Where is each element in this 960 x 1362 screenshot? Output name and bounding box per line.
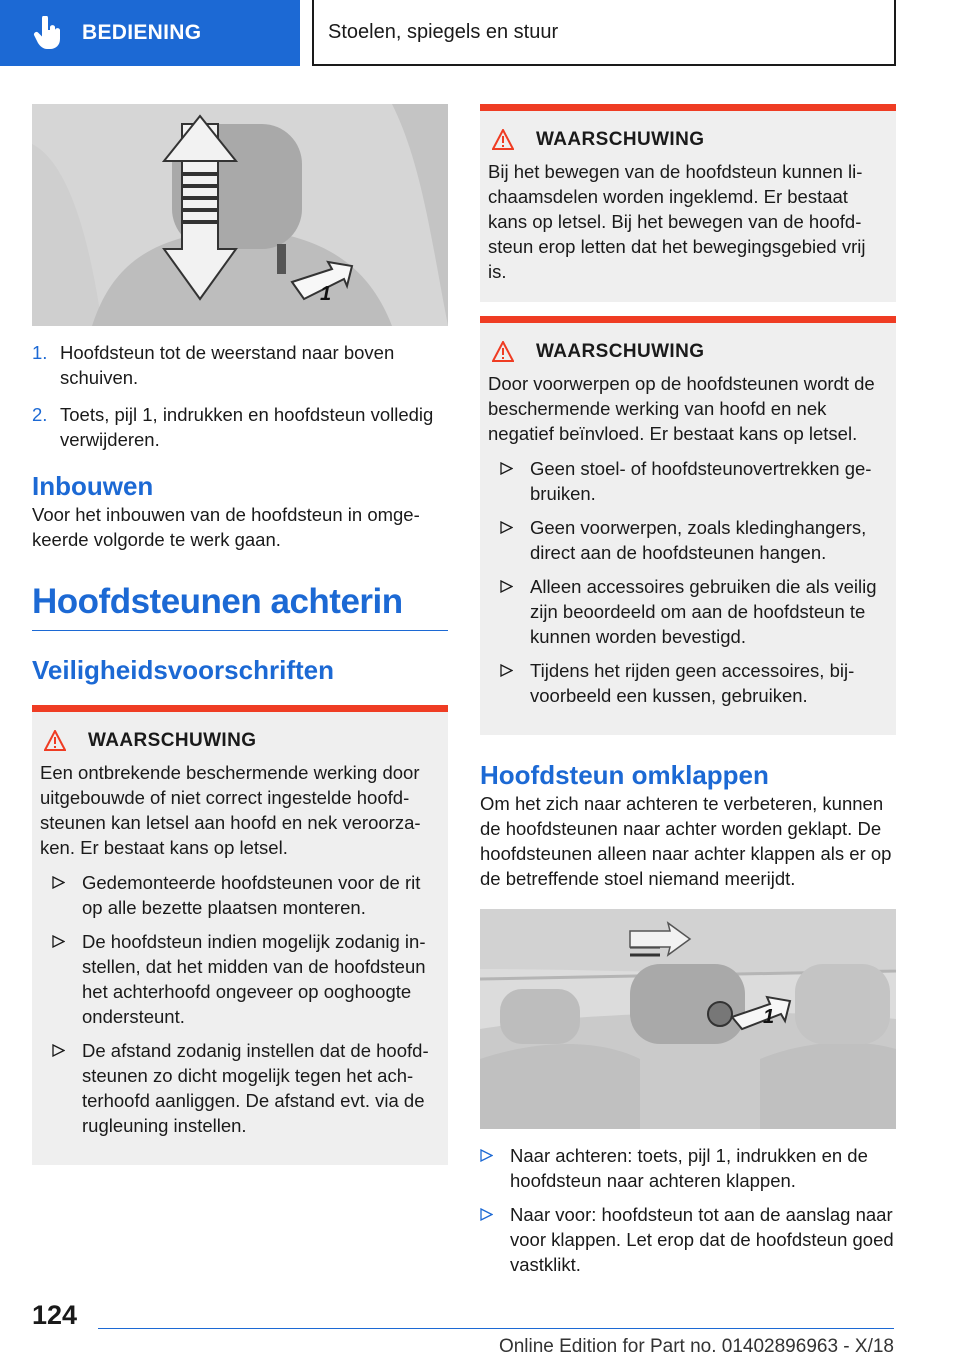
list-item: Gedemonteerde hoofdsteunen voor de rit op alle bezette plaatsen monteren.	[40, 870, 440, 920]
headrest-fold-illustration	[480, 909, 896, 1129]
edition-text: Online Edition for Part no. 01402896963 - X/18	[498, 1336, 894, 1357]
list-item: De hoofdsteun indien mogelijk zodanig instellen, dat het midden van de hoofdsteun het achterhoofd ongeveer op ooghoogte ondersteunt.	[40, 929, 440, 1029]
warning-box	[32, 705, 448, 1165]
list-item: Geen voorwerpen, zoals kledinghangers, direct aan de hoofdsteunen hangen.	[488, 515, 888, 565]
left-column	[32, 104, 448, 1165]
bullet-triangle-icon	[480, 1149, 493, 1162]
bullet-triangle-icon	[52, 935, 65, 948]
list-item: Alleen accessoires gebruiken die als veilig zijn beoordeeld om aan de hoofdsteun te kunnen worden bevestigd.	[488, 574, 888, 649]
bullet-triangle-icon	[52, 876, 65, 889]
removal-steps	[32, 340, 448, 452]
omklappen-heading: Hoofdsteun omklappen	[480, 760, 769, 790]
warning-box	[480, 104, 896, 302]
warning-box	[480, 316, 896, 735]
list-item: Geen stoel- of hoofdsteunovertrekken gebruiken.	[488, 456, 888, 506]
chapter-title: Stoelen, spiegels en stuur	[312, 0, 896, 66]
omklappen-text: Om het zich naar achteren te verbeteren, kunnen de hoofdsteunen naar achter worden geklapt. De hoofdsteunen alleen naar achter klappen als er op de betreffende stoel niemand meerijdt.	[480, 793, 892, 889]
inbouwen-heading: Inbouwen	[32, 471, 154, 501]
footer-divider	[98, 1328, 894, 1329]
bullet-triangle-icon	[480, 1208, 493, 1221]
header-section-tab[interactable]	[0, 0, 300, 66]
bullet-triangle-icon	[500, 580, 513, 593]
list-item: 2. Toets, pijl 1, indrukken en hoofdsteun volledig verwijderen.	[32, 404, 434, 450]
figure-callout-number: 1	[320, 283, 332, 305]
page-number: 124	[32, 1300, 78, 1330]
warning-triangle-icon	[44, 730, 66, 752]
warning-title: WAARSCHUWING	[536, 129, 705, 150]
inbouwen-text: Voor het inbouwen van de hoofdsteun in omgekeerde volgorde te werk gaan.	[32, 504, 420, 550]
warning-triangle-icon	[492, 129, 514, 151]
headrest-removal-illustration	[32, 104, 448, 326]
hand-pointer-icon	[28, 13, 68, 53]
list-item: 1. Hoofdsteun tot de weerstand naar boven schuiven.	[32, 342, 395, 388]
list-item: Tijdens het rijden geen accessoires, bijvoorbeeld een kussen, gebruiken.	[488, 658, 888, 708]
section-label: BEDIENING	[82, 21, 202, 44]
list-item: De afstand zodanig instellen dat de hoofdsteunen zo dicht mogelijk tegen het achterhoofd aanliggen. De afstand evt. via de rugleuning instellen.	[40, 1038, 440, 1138]
warning-text: Bij het bewegen van de hoofdsteun kunnen lichaamsdelen worden ingeklemd. Er bestaat kans op letsel. Bij het bewegen van de hoofdsteun erop letten dat het bewegingsgebied vrij is.	[488, 161, 866, 282]
safety-heading: Veiligheidsvoorschriften	[32, 655, 334, 685]
right-column	[480, 104, 896, 1286]
bullet-triangle-icon	[500, 462, 513, 475]
bullet-triangle-icon	[52, 1044, 65, 1057]
warning-triangle-icon	[492, 341, 514, 363]
warning-text: Een ontbrekende beschermende werking door uitgebouwde of niet correct ingestelde hoofdsteunen kan letsel aan hoofd en nek veroorzaken. Er bestaat kans op letsel.	[40, 762, 421, 858]
warning-title: WAARSCHUWING	[536, 341, 705, 362]
list-item: Naar achteren: toets, pijl 1, indrukken en de hoofdsteun naar achteren klappen.	[480, 1143, 896, 1193]
page-section-title: Hoofdsteunen achterin	[32, 582, 448, 631]
bullet-triangle-icon	[500, 664, 513, 677]
figure-callout-number: 1	[763, 1006, 775, 1028]
warning-title: WAARSCHUWING	[88, 730, 257, 751]
warning-text: Door voorwerpen op de hoofdsteunen wordt de beschermende werking van hoofd en nek negatief beïnvloed. Er bestaat kans op letsel.	[488, 373, 875, 444]
bullet-triangle-icon	[500, 521, 513, 534]
list-item: Naar voor: hoofdsteun tot aan de aanslag naar voor klappen. Let erop dat de hoofdsteun goed vastklikt.	[480, 1202, 896, 1277]
